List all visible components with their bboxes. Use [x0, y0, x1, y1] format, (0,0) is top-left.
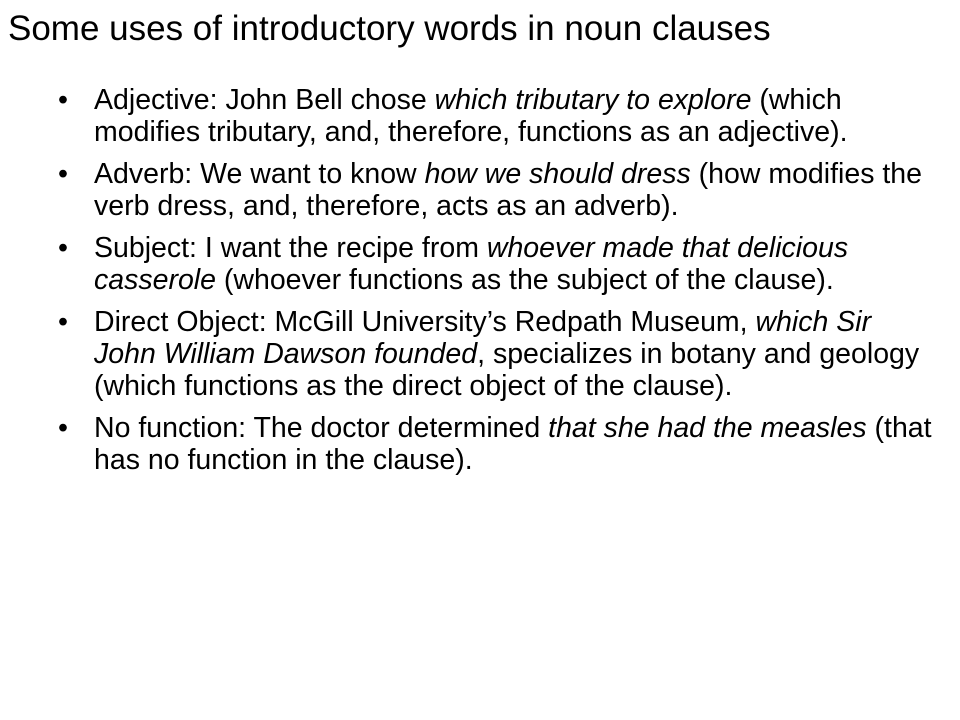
- bullet-example: which Sir John William Dawson founded: [94, 306, 872, 370]
- bullet-list: [58, 84, 938, 486]
- slide-title: Some uses of introductory words in noun clauses: [8, 9, 771, 48]
- bullet-text: [94, 412, 932, 476]
- bullet-lead: Direct Object: McGill University’s Redpath Museum,: [94, 306, 756, 338]
- bullet-example: whoever made that delicious casserole: [94, 232, 849, 296]
- bullet-text: [94, 158, 922, 222]
- bullet-subject: [58, 232, 938, 296]
- bullet-example: that she had the measles: [548, 412, 867, 444]
- bullet-adjective: [58, 84, 938, 148]
- bullet-explanation: (which modifies tributary, and, therefore, functions as an adjective).: [94, 84, 848, 148]
- bullet-dot-icon: •: [58, 158, 68, 190]
- bullet-adverb: [58, 158, 938, 222]
- bullet-text: [94, 306, 919, 402]
- bullet-lead: Subject: I want the recipe from: [94, 232, 487, 264]
- bullet-dot-icon: •: [58, 306, 68, 338]
- bullet-lead: No function: The doctor determined: [94, 412, 549, 444]
- bullet-dot-icon: •: [58, 232, 68, 264]
- bullet-example: how we should dress: [424, 158, 691, 190]
- bullet-text: [94, 232, 848, 296]
- bullet-text: [94, 84, 848, 148]
- bullet-lead: Adverb: We want to know: [94, 158, 425, 190]
- bullet-explanation: (whoever functions as the subject of the clause).: [215, 264, 834, 296]
- bullet-explanation: (that has no function in the clause).: [94, 412, 932, 476]
- bullet-no-function: [58, 412, 938, 476]
- bullet-dot-icon: •: [58, 84, 68, 116]
- bullet-explanation: (how modifies the verb dress, and, therefore, acts as an adverb).: [94, 158, 922, 222]
- bullet-direct-object: [58, 306, 938, 402]
- bullet-explanation: , specializes in botany and geology (which functions as the direct object of the clause).: [94, 338, 920, 402]
- bullet-dot-icon: •: [58, 412, 68, 444]
- bullet-lead: Adjective: John Bell chose: [94, 84, 435, 116]
- bullet-example: which tributary to explore: [434, 84, 752, 116]
